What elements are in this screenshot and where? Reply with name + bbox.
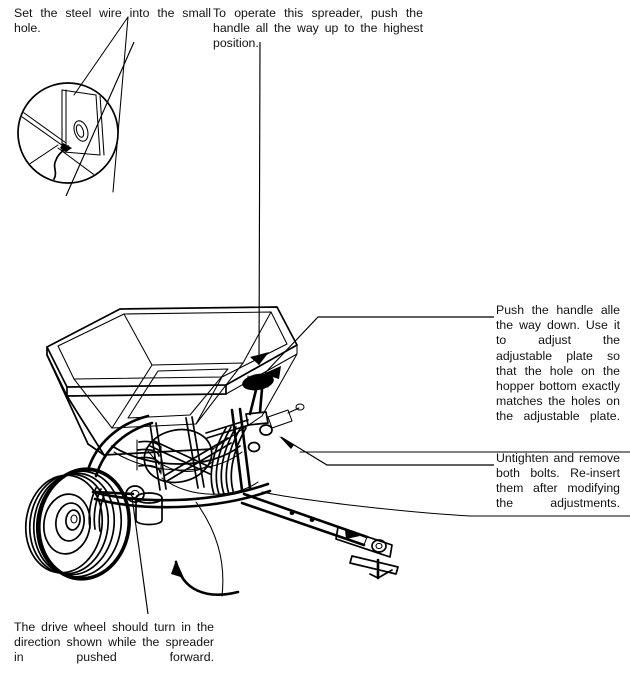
frame-right-leg [232,410,242,490]
rotation-arrow-curve [176,562,238,595]
frame-cross-tube [93,484,268,500]
hopper-bottom-shroud [162,478,258,494]
adjustable-plate [112,446,240,464]
frame-strut-a [150,424,160,490]
handle-shaft [250,390,256,414]
arrowhead-push-handle-icon [263,366,281,379]
frame-strut-c [186,418,198,488]
leader-operate [259,42,260,365]
hopper [47,307,297,455]
hopper-inner-bottom [112,363,243,428]
callout-operate-spreader-text: To operate this spreader, push the handle all the way up to the highest position. [213,6,423,51]
tire-tread-1 [30,466,128,583]
wheel-hub-outer [40,491,94,557]
linkage-arm-4 [167,443,231,481]
hopper-inner-wall-back [124,314,152,365]
linkage-arm-2 [150,446,210,474]
hopper-body-left [47,355,88,444]
canister-top [136,493,162,503]
detail-small-hole [72,119,91,143]
tire-sidewall [20,470,109,578]
tow-bar-rivet-2 [310,518,315,522]
leader-lines [66,42,494,614]
detail-base-slope [16,145,58,173]
tire-outer [32,463,136,584]
detail-steel-wire [52,146,68,197]
callout-drive-wheel-text: The drive wheel should turn in the direction shown while the spreader in pushed forward. [14,620,214,665]
frame-cross-tube-2 [95,491,270,507]
wheel-hub-mid [53,501,86,543]
gearbox-housing [139,423,216,488]
handle-shaft-2 [260,389,262,412]
detail-plate-right-edge [96,95,100,155]
clevis-plate-edge [336,527,338,539]
hopper-inner-wall-left [74,379,112,428]
handle-bracket [268,410,292,428]
arrowhead-untighten-icon [279,436,294,449]
detail-base-bottom [58,148,112,188]
handle-grip-ribs [248,375,268,388]
rotation-arrow [171,560,238,595]
frame-strut-b [156,423,166,489]
frame-undercarriage [88,409,272,531]
detail-circle-contents [16,90,112,197]
callout-push-handle-down [496,303,620,527]
control-handle-lever [206,371,304,438]
hopper-rim-thickness-right [226,345,297,394]
detail-small-hole-inner [75,124,85,138]
leader-push-handle [265,317,494,373]
ground-line-right [262,492,470,516]
hopper-rim-outer [47,307,297,387]
clevis-hole-inner [376,543,382,548]
hitch-pin-clip [370,574,378,578]
tow-bar-rivet-1 [290,511,295,515]
coil-spring [137,440,161,474]
bolt-head-upper [260,425,272,435]
axle-tube [96,492,133,494]
hopper-rim-thickness-left [47,347,67,396]
hopper-body-bottom-right [213,416,262,449]
hopper-inner-wall-rightback [243,312,271,363]
handle-link-rod [206,420,248,433]
clevis-arrow-icon [345,530,360,539]
handle-grip [241,371,275,392]
leader-untighten [281,437,494,465]
canister [136,498,162,525]
bolt-head-lower [249,443,260,452]
wheel-hub-center [71,515,77,523]
hopper-body-bottom-front [104,449,213,455]
detail-rod-bottom [18,114,66,148]
leader-drive-wheel [132,497,148,614]
wheel-hub-inner [65,509,82,531]
hopper-body-front-left [67,396,104,455]
handle-pivot-block [246,412,268,425]
tow-bar [242,494,398,578]
callout-steel-wire-text: Set the steel wire into the small hole. [14,6,211,36]
secondary-fan [89,488,106,531]
drive-wheel [20,463,137,584]
linkage-arm-1 [152,440,212,468]
axle-hub-inner [131,490,139,497]
detail-plate-top [62,90,96,95]
handle-bracket-pin [288,408,299,413]
leader-steel-wire [66,42,134,196]
tow-bar-bottom [242,503,364,545]
clevis-hole [372,540,386,552]
detail-rod-top [20,110,66,143]
arrowhead-operate-icon [250,352,269,365]
frame-tube-left-2 [96,423,152,476]
hopper-rim-inner [58,312,287,379]
adjustable-plate-edge [114,452,242,470]
leader-arrowheads [250,352,294,449]
callout-push-handle-paragraph-2: Untighten and remove both bolts. Re-insert them after modifying the adjustments. [496,450,620,511]
ground-line-left [196,502,223,596]
tow-bar-cap [364,537,367,545]
frame-tube-left [88,416,148,470]
hopper-body-right [262,354,297,416]
handle-link-rod-2 [207,425,249,438]
callout-steel-wire [14,6,211,52]
detail-plate-right-edge2 [100,95,104,155]
impeller-blades [211,427,246,494]
frame-strut-d [192,417,204,487]
gearbox-seam [146,448,212,471]
hitch-bracket [350,556,398,574]
clevis-plate [336,527,392,557]
hitch-pin-handle [378,570,392,578]
hopper-body-bottom-left [88,444,104,455]
tow-bar-top [244,494,367,537]
linkage-arm-3 [164,438,228,476]
handle-bracket-pin-end [296,404,304,410]
hopper-rim-thickness-front [67,385,226,396]
detail-circle-outline [18,83,118,183]
tire-tread-2 [27,468,120,580]
detail-base-ledge [64,152,100,155]
hopper-inner-bottom-inner [128,369,228,418]
detail-wire-hook-node [60,143,72,152]
axle-hub [126,486,144,502]
callout-push-handle-paragraph-1: Push the handle alle the way down. Use it to adjust the adjustable plate so that the hole on the hopper bottom exactly matches the holes on the adjustable plate. [496,303,620,424]
rotation-arrow-head-icon [171,560,184,578]
tire-tread-3 [23,469,114,579]
callout-drive-wheel [14,620,214,681]
callout-operate-spreader [213,6,423,67]
hopper-inner-wall-front [196,377,222,424]
frame-right-leg-2 [240,409,250,488]
